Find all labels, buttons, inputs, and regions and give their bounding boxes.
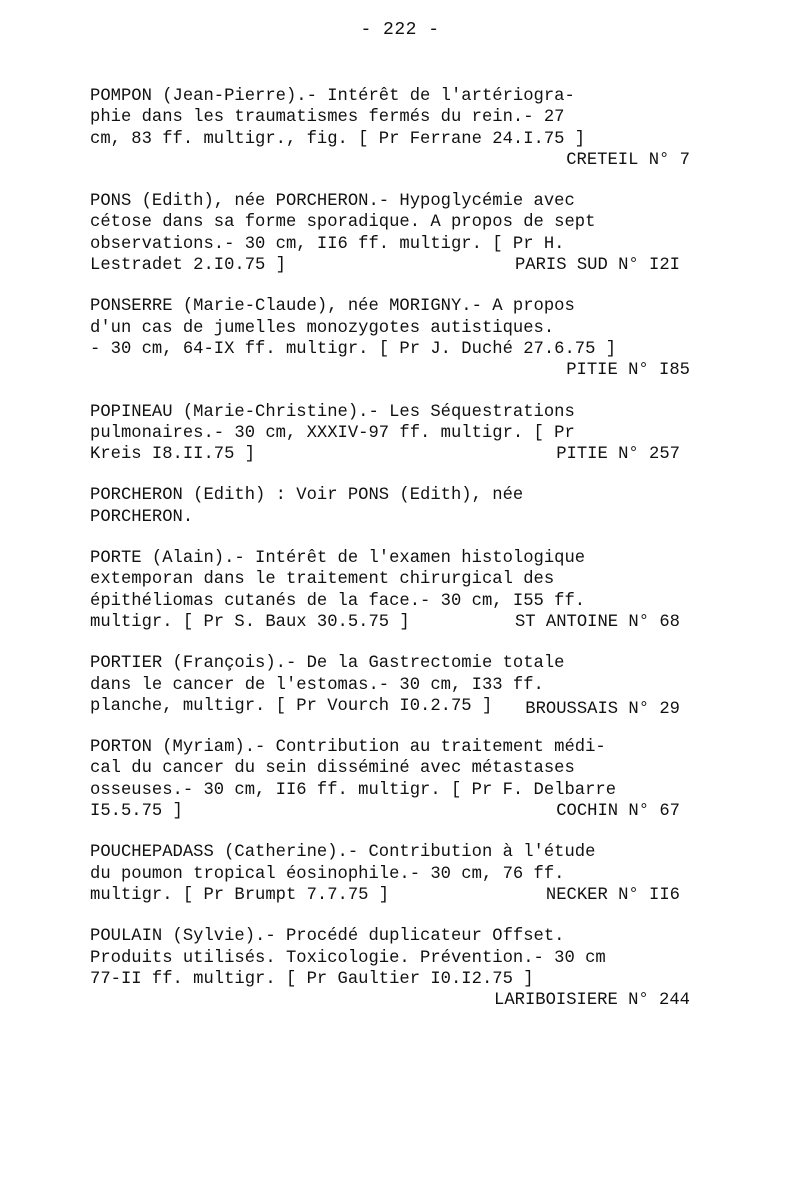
library-location: COCHIN N° 67 xyxy=(556,802,680,822)
library-location: PITIE N° I85 xyxy=(566,361,690,381)
catalog-entry xyxy=(90,548,690,633)
entry-line: PORCHERON. xyxy=(90,507,194,527)
entry-line: POULAIN (Sylvie).- Procédé duplicateur Offset. xyxy=(90,927,565,947)
entry-line: cétose dans sa forme sporadique. A propos de sept xyxy=(90,213,596,233)
entry-line: épithéliomas cutanés de la face.- 30 cm, I55 ff. xyxy=(90,591,586,611)
entry-line: PONS (Edith), née PORCHERON.- Hypoglycémie avec xyxy=(90,192,575,212)
entry-line: du poumon tropical éosinophile.- 30 cm, 76 ff. xyxy=(90,864,565,884)
entry-line: I5.5.75 ] xyxy=(90,802,183,822)
catalog-entry xyxy=(90,402,690,466)
entry-line: POUCHEPADASS (Catherine).- Contribution à l'étude xyxy=(90,843,596,863)
entry-line: planche, multigr. [ Pr Vourch I0.2.75 ] xyxy=(90,696,493,716)
catalog-entry xyxy=(90,86,690,171)
entry-line: Lestradet 2.I0.75 ] xyxy=(90,256,286,276)
catalog-entry xyxy=(90,926,690,1011)
catalog-entry xyxy=(90,191,690,276)
entry-line: - 30 cm, 64-IX ff. multigr. [ Pr J. Duché 27.6.75 ] xyxy=(90,339,617,359)
entry-line: osseuses.- 30 cm, II6 ff. multigr. [ Pr F. Delbarre xyxy=(90,780,617,800)
catalog-entry xyxy=(90,485,690,528)
entry-line: d'un cas de jumelles monozygotes autistiques. xyxy=(90,318,555,338)
entry-line: pulmonaires.- 30 cm, XXXIV-97 ff. multigr. [ Pr xyxy=(90,423,575,443)
entry-line: multigr. [ Pr S. Baux 30.5.75 ] xyxy=(90,612,410,632)
entry-line: POPINEAU (Marie-Christine).- Les Séquestrations xyxy=(90,402,575,422)
library-location: CRETEIL N° 7 xyxy=(566,150,690,170)
library-location: PARIS SUD N° I2I xyxy=(514,256,680,276)
library-location: PITIE N° 257 xyxy=(556,445,680,465)
entry-line: PORTON (Myriam).- Contribution au traitement médi- xyxy=(90,738,606,758)
catalog-entries xyxy=(90,86,690,1011)
entry-line: PORTE (Alain).- Intérêt de l'examen histologique xyxy=(90,549,586,569)
entry-line: POMPON (Jean-Pierre).- Intérêt de l'artériogra- xyxy=(90,87,575,106)
entry-line: Kreis I8.II.75 ] xyxy=(90,445,256,465)
entry-line: PORTIER (François).- De la Gastrectomie totale xyxy=(90,654,565,674)
entry-line: multigr. [ Pr Brumpt 7.7.75 ] xyxy=(90,885,390,905)
page-number: - 222 - xyxy=(360,20,440,40)
library-location: ST ANTOINE N° 68 xyxy=(514,612,680,632)
entry-line: observations.- 30 cm, II6 ff. multigr. [ Pr H. xyxy=(90,234,565,254)
entry-line: dans le cancer de l'estomas.- 30 cm, I33 ff. xyxy=(90,675,544,695)
library-location: LARIBOISIERE N° 244 xyxy=(494,991,690,1011)
entry-line: cm, 83 ff. multigr., fig. [ Pr Ferrane 24.I.75 ] xyxy=(90,129,586,149)
entry-line: PORCHERON (Edith) : Voir PONS (Edith), née xyxy=(90,486,524,506)
catalog-entry xyxy=(90,296,690,381)
entry-line: phie dans les traumatismes fermés du rein.- 27 xyxy=(90,108,565,128)
entry-line: Produits utilisés. Toxicologie. Prévention.- 30 cm xyxy=(90,948,606,968)
library-location: BROUSSAIS N° 29 xyxy=(525,699,680,719)
entry-line: cal du cancer du sein disséminé avec métastases xyxy=(90,759,575,779)
library-location: NECKER N° II6 xyxy=(545,885,680,905)
catalog-entry xyxy=(90,653,690,717)
entry-line: 77-II ff. multigr. [ Pr Gaultier I0.I2.75 ] xyxy=(90,969,534,989)
catalog-entry xyxy=(90,842,690,906)
entry-line: extemporan dans le traitement chirurgical des xyxy=(90,570,555,590)
entry-line: PONSERRE (Marie-Claude), née MORIGNY.- A propos xyxy=(90,297,575,317)
catalog-entry xyxy=(90,737,690,822)
